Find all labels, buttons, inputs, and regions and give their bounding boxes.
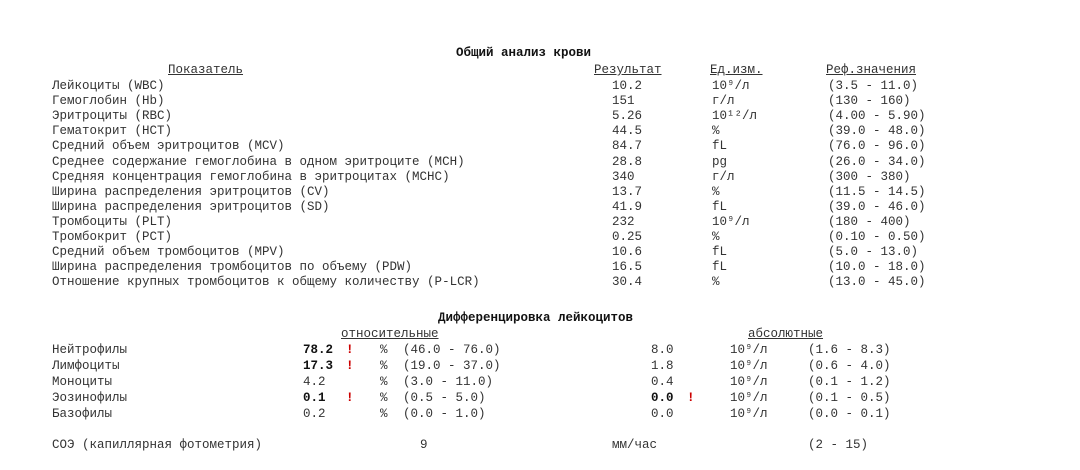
diff-row-absolute-value: 0.0 (651, 391, 674, 405)
diff-row-relative-ref: (46.0 - 76.0) (403, 343, 501, 357)
cbc-row-ref: (300 - 380) (828, 169, 911, 184)
cbc-title: Общий анализ крови (456, 46, 592, 60)
cbc-row-result: 0.25 (612, 230, 643, 244)
cbc-row-name: Лейкоциты (WBC) (52, 79, 165, 93)
cbc-row-unit: fL (712, 199, 728, 214)
cbc-row-result: 5.26 (612, 109, 643, 124)
cbc-row-unit: fL (712, 245, 728, 260)
cbc-row-name: Ширина распределения эритроцитов (SD) (52, 199, 330, 214)
cbc-row-unit: г/л (712, 94, 735, 109)
cbc-row-unit: % (712, 124, 720, 139)
diff-row-absolute-unit: 10⁹/л (730, 391, 768, 405)
cbc-row-unit: 10⁹/л (712, 214, 750, 229)
diff-row-absolute-flag: ! (687, 391, 695, 405)
header-name: Показатель (168, 63, 244, 77)
diff-row-relative-value: 0.1 (303, 391, 326, 405)
diff-row-relative-unit: % (380, 391, 388, 405)
esr-name: СОЭ (капиллярная фотометрия) (52, 438, 263, 452)
cbc-row-ref: (4.00 - 5.90) (828, 109, 926, 124)
cbc-row-unit: г/л (712, 169, 735, 184)
cbc-row-unit: % (712, 275, 720, 290)
cbc-row-ref: (76.0 - 96.0) (828, 139, 926, 154)
header-ref: Реф.значения (826, 63, 917, 77)
cbc-row-ref: (39.0 - 46.0) (828, 199, 926, 214)
diff-row-absolute-ref: (0.1 - 1.2) (808, 375, 891, 389)
cbc-row-result: 41.9 (612, 199, 643, 214)
diff-row-relative-value: 4.2 (303, 375, 326, 389)
cbc-row-name: Среднее содержание гемоглобина в одном эритроците (MCH) (52, 154, 465, 169)
cbc-row-unit: pg (712, 154, 728, 169)
cbc-row-ref: (11.5 - 14.5) (828, 184, 926, 199)
cbc-row-name: Гемоглобин (Hb) (52, 94, 165, 109)
diff-row-absolute-ref: (0.0 - 0.1) (808, 407, 891, 421)
cbc-row-ref: (5.0 - 13.0) (828, 245, 919, 260)
diff-row-absolute-value: 0.0 (651, 407, 674, 421)
diff-row-name: Базофилы (52, 407, 113, 421)
diff-row-absolute-unit: 10⁹/л (730, 359, 768, 373)
diff-row-relative-value: 0.2 (303, 407, 326, 421)
cbc-row-result: 28.8 (612, 154, 643, 169)
diff-row-relative-flag: ! (346, 343, 354, 357)
diff-row-absolute-ref: (1.6 - 8.3) (808, 343, 891, 357)
diff-row-name: Лимфоциты (52, 359, 120, 373)
cbc-row-name: Эритроциты (RBC) (52, 109, 173, 124)
diff-row-absolute-unit: 10⁹/л (730, 375, 768, 389)
cbc-row-name: Отношение крупных тромбоцитов к общему количеству (P-LCR) (52, 275, 480, 290)
cbc-row-result: 232 (612, 214, 635, 229)
diff-row-absolute-value: 1.8 (651, 359, 674, 373)
diff-row-absolute-ref: (0.1 - 0.5) (808, 391, 891, 405)
diff-row-relative-unit: % (380, 375, 388, 389)
header-relative: относительные (341, 327, 439, 341)
diff-row-absolute-unit: 10⁹/л (730, 343, 768, 357)
cbc-row-unit: fL (712, 260, 728, 275)
cbc-row-result: 340 (612, 169, 635, 184)
cbc-row-name: Ширина распределения тромбоцитов по объему (PDW) (52, 260, 413, 275)
cbc-row-ref: (13.0 - 45.0) (828, 275, 926, 290)
cbc-row-name: Средний объем эритроцитов (MCV) (52, 139, 285, 154)
cbc-row-result: 16.5 (612, 260, 643, 275)
cbc-row-result: 84.7 (612, 139, 643, 154)
cbc-row-result: 44.5 (612, 124, 643, 139)
diff-row-absolute-value: 0.4 (651, 375, 674, 389)
diff-row-absolute-unit: 10⁹/л (730, 407, 768, 421)
cbc-row-unit: % (712, 184, 720, 199)
cbc-row-result: 13.7 (612, 184, 643, 199)
cbc-row-name: Тромбоциты (PLT) (52, 214, 173, 229)
diff-row-relative-ref: (19.0 - 37.0) (403, 359, 501, 373)
cbc-row-ref: (10.0 - 18.0) (828, 260, 926, 275)
cbc-row-name: Ширина распределения эритроцитов (CV) (52, 184, 330, 199)
header-unit: Ед.изм. (710, 63, 763, 77)
diff-title: Дифференцировка лейкоцитов (438, 311, 634, 325)
diff-row-name: Эозинофилы (52, 391, 128, 405)
cbc-row-unit: fL (712, 139, 728, 154)
diff-row-absolute-value: 8.0 (651, 343, 674, 357)
diff-row-relative-flag: ! (346, 391, 354, 405)
diff-row-relative-ref: (0.0 - 1.0) (403, 407, 486, 421)
diff-row-name: Нейтрофилы (52, 343, 128, 357)
cbc-row-result: 10.6 (612, 245, 643, 260)
cbc-row-ref: (39.0 - 48.0) (828, 124, 926, 139)
diff-row-relative-ref: (3.0 - 11.0) (403, 375, 494, 389)
cbc-row-unit: 10¹²/л (712, 109, 758, 124)
diff-row-relative-unit: % (380, 407, 388, 421)
header-result: Результат (594, 63, 662, 77)
diff-row-relative-flag: ! (346, 359, 354, 373)
cbc-row-ref: (26.0 - 34.0) (828, 154, 926, 169)
diff-row-relative-unit: % (380, 359, 388, 373)
cbc-row-result: 151 (612, 94, 635, 109)
cbc-row-name: Гематокрит (HCT) (52, 124, 173, 139)
cbc-row-name: Средняя концентрация гемоглобина в эритроцитах (MCHC) (52, 169, 450, 184)
cbc-row-result: 30.4 (612, 275, 643, 290)
diff-row-relative-value: 78.2 (303, 343, 334, 357)
diff-row-absolute-ref: (0.6 - 4.0) (808, 359, 891, 373)
cbc-row-unit: 10⁹/л (712, 79, 750, 93)
esr-value: 9 (420, 438, 428, 452)
cbc-row-name: Средний объем тромбоцитов (MPV) (52, 245, 285, 260)
cbc-row-ref: (0.10 - 0.50) (828, 230, 926, 244)
esr-ref: (2 - 15) (808, 438, 869, 452)
diff-row-name: Моноциты (52, 375, 113, 389)
esr-unit: мм/час (612, 438, 658, 452)
cbc-row-ref: (180 - 400) (828, 214, 911, 229)
cbc-row-name: Тромбокрит (PCT) (52, 230, 173, 244)
cbc-row-result: 10.2 (612, 79, 643, 93)
diff-row-relative-ref: (0.5 - 5.0) (403, 391, 486, 405)
cbc-row-ref: (130 - 160) (828, 94, 911, 109)
header-absolute: абсолютные (748, 327, 824, 341)
diff-row-relative-unit: % (380, 343, 388, 357)
cbc-row-unit: % (712, 230, 720, 244)
diff-row-relative-value: 17.3 (303, 359, 334, 373)
cbc-row-ref: (3.5 - 11.0) (828, 79, 919, 93)
